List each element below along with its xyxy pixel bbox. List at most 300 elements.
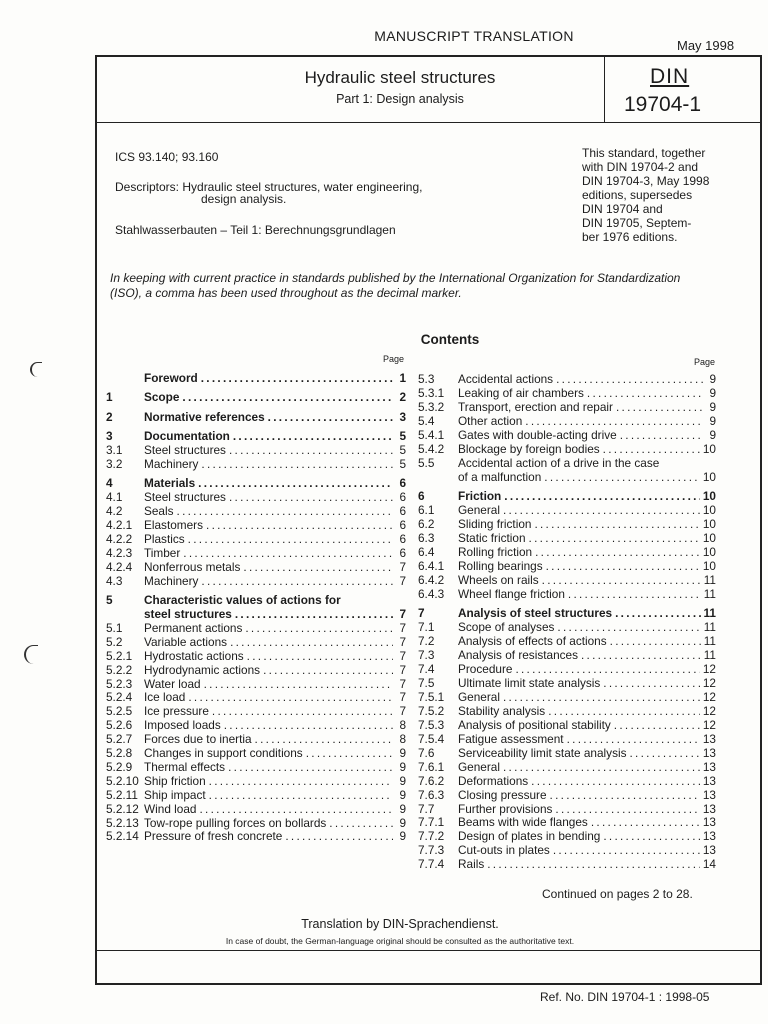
toc-entry-number: 4.2.2 [106, 532, 133, 546]
toc-leader-dots [235, 607, 393, 621]
toc-entry[interactable] [418, 815, 716, 829]
toc-entry[interactable] [418, 704, 716, 718]
toc-entry-number: 7.7.4 [418, 857, 445, 872]
toc-entry-page: 9 [709, 372, 716, 386]
toc-entry-page: 11 [703, 620, 716, 635]
toc-leader-dots [568, 587, 701, 601]
toc-entry-number: 5.3.1 [418, 385, 445, 400]
toc-entry[interactable] [106, 677, 406, 691]
toc-entry-label: Tow-rope pulling forces on bollards [144, 815, 327, 830]
supersedes-line: DIN 19705, Septem- [582, 216, 692, 230]
toc-entry[interactable] [106, 704, 406, 718]
toc-entry[interactable] [106, 760, 406, 774]
toc-entry[interactable] [106, 829, 406, 843]
toc-leader-dots [183, 546, 393, 560]
toc-entry[interactable] [418, 442, 716, 456]
toc-entry-label: Analysis of effects of actions [458, 634, 607, 649]
toc-entry-number: 7.7 [418, 801, 435, 816]
toc-entry[interactable] [418, 428, 716, 442]
toc-entry-number: 7.5 [418, 675, 435, 690]
toc-entry-label: Closing pressure [458, 787, 547, 802]
page-column-label-right: Page [694, 357, 716, 367]
toc-entry[interactable] [418, 843, 716, 857]
toc-leader-dots [233, 429, 393, 443]
toc-leader-dots [212, 704, 393, 718]
toc-entry[interactable] [106, 732, 406, 746]
toc-entry-label: Wheel flange friction [458, 586, 565, 601]
toc-entry-page: 5 [399, 429, 406, 444]
toc-entry-page: 13 [702, 759, 716, 774]
toc-entry-number: 5.2.6 [106, 718, 133, 733]
toc-entry-number: 5.2 [106, 634, 123, 649]
supersedes-line: DIN 19704 and [582, 202, 663, 216]
toc-entry-number: 5.3 [418, 372, 435, 386]
toc-entry-label: Pressure of fresh concrete [144, 829, 283, 844]
toc-entry-page: 13 [702, 787, 716, 802]
toc-entry-label: Analysis of steel structures [458, 606, 613, 621]
toc-entry-number: 7.5.4 [418, 731, 445, 746]
toc-entry[interactable] [418, 456, 716, 470]
toc-entry-label: Steel structures [144, 490, 226, 505]
toc-entry-page: 10 [702, 441, 716, 456]
continued-note: Continued on pages 2 to 28. [542, 887, 693, 901]
toc-entry-label: Scope [144, 390, 180, 405]
toc-entry-page: 6 [399, 518, 406, 533]
toc-leader-dots [209, 774, 393, 788]
toc-entry-page: 7 [399, 634, 406, 649]
toc-leader-dots [209, 788, 393, 802]
toc-entry[interactable] [418, 606, 716, 620]
toc-entry-label: Scope of analyses [458, 620, 555, 635]
toc-leader-dots [206, 518, 393, 532]
toc-entry-number: 5.1 [106, 620, 123, 635]
toc-entry[interactable] [106, 802, 406, 816]
toc-entry-number: 7.7.2 [418, 829, 445, 844]
toc-entry[interactable] [418, 634, 716, 648]
toc-entry[interactable] [106, 429, 406, 443]
toc-leader-dots [630, 746, 700, 760]
toc-entry-page: 6 [399, 476, 406, 491]
toc-entry-page: 10 [702, 530, 716, 545]
toc-entry[interactable] [106, 504, 406, 518]
toc-leader-dots [255, 732, 393, 746]
toc-entry-label: Other action [458, 413, 523, 428]
toc-entry-label: Ultimate limit state analysis [458, 675, 601, 690]
toc-leader-dots [503, 690, 700, 704]
toc-leader-dots [591, 815, 700, 829]
toc-entry-number: 4 [106, 476, 113, 491]
iso-note-line2: (ISO), a comma has been used throughout as the decimal marker. [110, 286, 462, 300]
supersedes-line: ber 1976 editions. [582, 230, 678, 244]
toc-entry-number: 7.6 [418, 745, 435, 760]
toc-entry[interactable] [106, 774, 406, 788]
toc-entry-page: 12 [702, 675, 716, 690]
toc-leader-dots [329, 816, 393, 830]
toc-entry[interactable] [418, 648, 716, 662]
toc-entry[interactable] [106, 371, 406, 385]
toc-entry[interactable] [418, 676, 716, 690]
toc-entry-label: Plastics [144, 532, 185, 546]
toc-entry[interactable] [106, 746, 406, 760]
toc-entry-page: 6 [399, 490, 406, 505]
descriptors-line1: Descriptors: Hydraulic steel structures, water engineering, [115, 180, 423, 194]
supersedes-line: with DIN 19704-2 and [582, 160, 699, 174]
toc-leader-dots [556, 372, 703, 386]
toc-entry-label: Nonferrous metals [144, 559, 241, 574]
toc-entry-page: 9 [709, 399, 716, 414]
toc-entry-page: 7 [399, 559, 406, 574]
toc-entry-page: 13 [702, 829, 716, 844]
toc-leader-dots [535, 545, 700, 559]
toc-entry-label: Friction [458, 489, 502, 504]
toc-entry-label: Accidental action of a drive in the case [458, 455, 660, 470]
ics-code: ICS 93.140; 93.160 [115, 150, 219, 164]
toc-entry-number: 6.4.3 [418, 586, 445, 601]
toc-entry[interactable] [106, 690, 406, 704]
toc-entry[interactable] [106, 663, 406, 677]
toc-entry-page: 7 [399, 676, 406, 691]
toc-entry[interactable] [106, 410, 406, 424]
toc-entry-number: 5.2.9 [106, 759, 133, 774]
toc-leader-dots [534, 517, 699, 531]
toc-entry-page: 3 [399, 409, 406, 424]
toc-leader-dots [182, 390, 393, 404]
supersedes-note [582, 146, 762, 244]
manuscript-title: MANUSCRIPT TRANSLATION [374, 28, 574, 44]
toc-leader-dots [199, 802, 393, 816]
contents-heading: Contents [420, 332, 480, 347]
toc-entry-number: 6.4.1 [418, 558, 445, 573]
toc-entry[interactable] [106, 816, 406, 830]
toc-leader-dots [550, 788, 700, 802]
toc-entry[interactable] [418, 718, 716, 732]
toc-entry-label: General [458, 689, 500, 704]
toc-entry-number: 4.2.1 [106, 518, 133, 533]
toc-entry[interactable] [418, 690, 716, 704]
toc-entry-label: Hydrostatic actions [144, 648, 244, 663]
toc-entry-label: Analysis of resistances [458, 648, 578, 663]
toc-entry-label: Variable actions [144, 634, 228, 649]
toc-entry-number: 4.3 [106, 573, 123, 588]
toc-entry-number: 5.2.11 [106, 787, 138, 802]
toc-leader-dots [615, 606, 700, 620]
toc-leader-dots [553, 843, 700, 857]
toc-entry-number: 6.4 [418, 544, 435, 559]
toc-entry-number: 7.7.1 [418, 815, 445, 830]
german-title: Stahlwasserbauten – Teil 1: Berechnungsgrundlagen [115, 223, 396, 237]
toc-entry[interactable] [106, 476, 406, 490]
toc-entry[interactable] [106, 518, 406, 532]
toc-entry-number: 5.2.8 [106, 746, 133, 760]
toc-entry-label: Seals [144, 504, 174, 519]
toc-entry-label: Normative references [144, 409, 265, 424]
toc-entry-page: 12 [702, 717, 716, 732]
document-title: Hydraulic steel structures [304, 68, 496, 87]
toc-entry-number: 5 [106, 593, 113, 608]
toc-leader-dots [268, 410, 393, 424]
toc-entry-page: 13 [702, 801, 716, 816]
toc-leader-dots [230, 635, 393, 649]
toc-entry[interactable] [418, 489, 716, 503]
toc-entry[interactable] [106, 390, 406, 404]
toc-entry[interactable] [106, 593, 406, 607]
toc-entry-page: 7 [399, 607, 406, 621]
toc-entry[interactable] [106, 443, 406, 457]
toc-entry[interactable] [418, 732, 716, 746]
toc-entry-number: 6 [418, 489, 425, 504]
toc-leader-dots [201, 457, 393, 471]
toc-entry-label: steel structures [144, 607, 232, 621]
toc-entry[interactable] [418, 573, 716, 587]
toc-leader-dots [198, 476, 393, 490]
toc-entry[interactable] [106, 607, 406, 621]
toc-entry-page: 7 [399, 662, 406, 677]
toc-entry-page: 10 [702, 517, 716, 531]
document-date: May 1998 [677, 38, 735, 53]
toc-entry[interactable] [106, 532, 406, 546]
toc-entry-page: 7 [399, 648, 406, 663]
toc-entry-page: 7 [399, 690, 406, 705]
toc-entry-page: 9 [399, 746, 406, 760]
toc-entry[interactable] [418, 857, 716, 871]
toc-entry[interactable] [418, 400, 716, 414]
toc-entry-number: 7.6.3 [418, 787, 445, 802]
toc-entry-page: 9 [399, 801, 406, 816]
toc-entry-label: Fatigue assessment [458, 731, 564, 746]
toc-entry-label: Ship impact [144, 787, 206, 802]
toc-entry[interactable] [418, 760, 716, 774]
toc-leader-dots [616, 400, 703, 414]
toc-entry[interactable] [106, 718, 406, 732]
toc-leader-dots [487, 857, 700, 871]
toc-entry-label: Rails [458, 857, 485, 872]
toc-entry[interactable] [418, 545, 716, 559]
toc-leader-dots [504, 489, 700, 503]
toc-entry-number: 5.2.7 [106, 732, 133, 747]
toc-entry[interactable] [418, 746, 716, 760]
toc-entry-label: Ship friction [144, 773, 206, 788]
toc-entry-page: 13 [702, 815, 716, 830]
toc-entry-page: 10 [702, 558, 716, 573]
toc-entry[interactable] [106, 574, 406, 588]
toc-entry-page: 10 [702, 503, 716, 518]
toc-entry[interactable] [418, 829, 716, 843]
toc-entry[interactable] [418, 503, 716, 517]
toc-entry[interactable] [418, 531, 716, 545]
toc-entry[interactable] [106, 490, 406, 504]
toc-entry[interactable] [418, 559, 716, 573]
toc-entry-label: Beams with wide flanges [458, 815, 588, 830]
page-column-label-left: Page [383, 354, 405, 364]
toc-entry-page: 7 [399, 573, 406, 588]
toc-entry-number: 5.5 [418, 455, 435, 470]
toc-entry-label: Procedure [458, 662, 513, 676]
toc-entry-page: 9 [709, 385, 716, 400]
toc-entry-label: Machinery [144, 573, 199, 588]
toc-entry-label: Changes in support conditions [144, 746, 303, 760]
toc-entry[interactable] [418, 414, 716, 428]
toc-entry-label: Static friction [458, 530, 526, 545]
toc-entry[interactable] [418, 470, 716, 484]
toc-leader-dots [555, 802, 699, 816]
toc-entry-page: 13 [702, 745, 716, 760]
toc-entry[interactable] [418, 517, 716, 531]
toc-entry-page: 2 [399, 390, 406, 405]
toc-entry[interactable] [106, 457, 406, 471]
supersedes-line: editions, supersedes [582, 188, 693, 202]
toc-entry-page: 6 [399, 504, 406, 519]
toc-entry[interactable] [106, 635, 406, 649]
doubt-note: In case of doubt, the German-language original should be consulted as the authoritative text. [225, 936, 575, 946]
toc-entry-label: Imposed loads [144, 718, 221, 733]
toc-entry-page: 9 [709, 427, 716, 442]
iso-decimal-note [110, 271, 750, 301]
toc-entry[interactable] [418, 372, 716, 386]
toc-entry-number: 5.2.4 [106, 690, 133, 705]
toc-entry-number: 5.2.3 [106, 676, 133, 691]
header-divider [95, 122, 762, 123]
toc-entry-page: 9 [399, 759, 406, 774]
toc-entry-page: 10 [702, 544, 716, 559]
toc-entry-page: 7 [399, 704, 406, 719]
toc-entry-page: 13 [702, 731, 716, 746]
toc-entry-number: 7 [418, 606, 425, 621]
toc-entry[interactable] [106, 546, 406, 560]
iso-note-line1: In keeping with current practice in standards published by the International Organization for Standardization [110, 271, 681, 285]
toc-entry-label: Characteristic values of actions for [144, 593, 341, 608]
toc-leader-dots [201, 574, 393, 588]
toc-leader-dots [228, 760, 393, 774]
din-number: 19704-1 [624, 93, 702, 116]
toc-entry-number: 3.2 [106, 457, 123, 471]
reference-number: Ref. No. DIN 19704-1 : 1998-05 [540, 990, 710, 1004]
toc-leader-dots [548, 704, 700, 718]
toc-entry-number: 4.1 [106, 490, 123, 505]
toc-leader-dots [201, 371, 393, 385]
toc-entry-number: 3.1 [106, 443, 123, 458]
toc-entry-page: 9 [399, 773, 406, 788]
toc-entry-label: Analysis of positional stability [458, 717, 611, 732]
toc-leader-dots [587, 386, 703, 400]
toc-entry[interactable] [106, 560, 406, 574]
toc-leader-dots [229, 490, 393, 504]
toc-entry[interactable] [418, 662, 716, 676]
toc-leader-dots [557, 620, 700, 634]
toc-entry-label: Gates with double-acting drive [458, 427, 617, 442]
toc-entry-page: 9 [399, 815, 406, 830]
toc-entry-number: 5.2.1 [106, 648, 133, 663]
toc-entry-page: 7 [399, 620, 406, 635]
toc-leader-dots [188, 532, 393, 546]
toc-leader-dots [503, 760, 700, 774]
toc-entry-label: Ice load [144, 690, 186, 705]
toc-entry-page: 5 [399, 443, 406, 458]
toc-leader-dots [285, 829, 393, 843]
toc-entry-page: 11 [703, 648, 716, 663]
toc-entry[interactable] [106, 649, 406, 663]
supersedes-line: This standard, together [582, 146, 706, 160]
header-din-divider [604, 55, 605, 123]
toc-entry[interactable] [418, 587, 716, 601]
toc-entry-label: Elastomers [144, 518, 204, 533]
toc-entry-label: Water load [144, 676, 201, 691]
toc-entry-page: 9 [399, 829, 406, 844]
toc-entry-number: 7.5.3 [418, 717, 445, 732]
toc-entry-label: Rolling friction [458, 544, 533, 559]
translation-credit: Translation by DIN-Sprachendienst. [301, 917, 499, 931]
toc-leader-dots [581, 648, 701, 662]
toc-entry-number: 5.2.5 [106, 704, 133, 719]
toc-entry-number: 5.4 [418, 413, 435, 428]
toc-entry-number: 5.2.2 [106, 662, 133, 677]
document-subtitle: Part 1: Design analysis [336, 92, 464, 106]
toc-entry-label: Deformations [458, 773, 529, 788]
toc-entry[interactable] [106, 788, 406, 802]
toc-entry-page: 12 [702, 662, 716, 676]
toc-entry-label: Documentation [144, 429, 230, 444]
toc-entry-number: 7.7.3 [418, 843, 445, 858]
toc-entry-page: 1 [399, 371, 406, 385]
toc-leader-dots [263, 663, 393, 677]
toc-entry[interactable] [418, 774, 716, 788]
toc-entry-number: 7.5.2 [418, 703, 445, 718]
toc-entry-label: Accidental actions [458, 372, 554, 386]
toc-leader-dots [247, 649, 393, 663]
toc-entry-number: 5.4.1 [418, 427, 445, 442]
toc-entry-number: 7.2 [418, 634, 435, 649]
punch-hole-mark [30, 362, 42, 377]
toc-leader-dots [620, 428, 703, 442]
descriptors-line2: design analysis. [201, 192, 287, 206]
toc-entry-number: 7.4 [418, 662, 435, 676]
toc-entry-label: Wheels on rails [458, 572, 539, 587]
toc-entry-page: 11 [703, 572, 716, 587]
toc-entry-label: Ice pressure [144, 704, 209, 719]
toc-entry-label: Materials [144, 476, 196, 491]
toc-entry-number: 6.2 [418, 517, 435, 531]
toc-entry-label: Forces due to inertia [144, 732, 252, 747]
toc-leader-dots [204, 677, 393, 691]
toc-entry[interactable] [418, 802, 716, 816]
toc-entry-page: 6 [399, 532, 406, 546]
toc-leader-dots [614, 718, 700, 732]
toc-leader-dots [229, 443, 393, 457]
toc-entry-page: 9 [709, 413, 716, 428]
toc-leader-dots [245, 621, 393, 635]
toc-entry[interactable] [418, 788, 716, 802]
toc-entry[interactable] [106, 621, 406, 635]
toc-entry-page: 6 [399, 545, 406, 560]
toc-leader-dots [529, 531, 700, 545]
toc-entry-label: Sliding friction [458, 517, 532, 531]
punch-hole-mark [24, 645, 38, 664]
toc-entry[interactable] [418, 386, 716, 400]
toc-entry-page: 11 [703, 606, 716, 621]
supersedes-line: DIN 19704-3, May 1998 [582, 174, 710, 188]
toc-entry-number: 6.4.2 [418, 572, 445, 587]
toc-entry[interactable] [418, 620, 716, 634]
toc-entry-label: Permanent actions [144, 620, 243, 635]
toc-entry-number: 4.2.4 [106, 559, 133, 574]
toc-entry-number: 5.3.2 [418, 399, 445, 414]
toc-entry-page: 5 [399, 457, 406, 471]
toc-leader-dots [610, 634, 701, 648]
toc-entry-page: 13 [702, 773, 716, 788]
toc-leader-dots [503, 503, 700, 517]
footer-divider [95, 950, 762, 951]
toc-entry-page: 11 [703, 586, 716, 601]
toc-entry-label: of a malfunction [458, 469, 542, 484]
